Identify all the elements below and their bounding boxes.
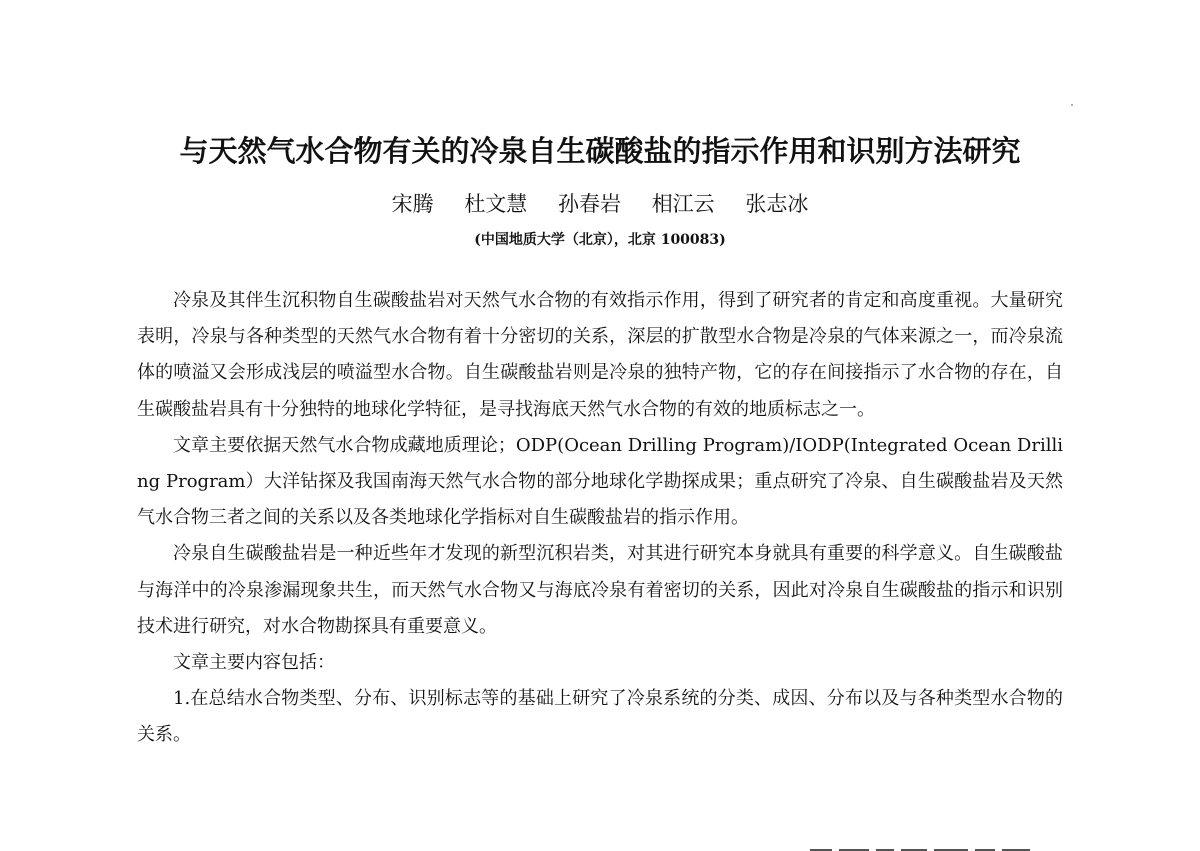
author-affiliation: (中国地质大学（北京），北京 100083)	[474, 232, 726, 248]
abstract-body	[137, 283, 1063, 754]
body-paragraph: 1.在总结水合物类型、分布、识别标志等的基础上研究了冷泉系统的分类、成因、分布以及与各种类型水合物的关系。	[137, 688, 1063, 746]
body-paragraph: 文章主要内容包括：	[173, 652, 335, 674]
body-paragraph: 冷泉自生碳酸盐岩是一种近些年才发现的新型沉积岩类，对其进行研究本身就具有重要的科学意义。自生碳酸盐与海洋中的冷泉渗漏现象共生，而天然气水合物又与海底冷泉有着密切的关系，因此对冷泉自生碳酸盐的指示和识别技术进行研究，对水合物勘探具有重要意义。	[137, 543, 1063, 637]
author-list	[0, 190, 1200, 218]
author-name: 相江云	[651, 192, 715, 216]
author-name: 张志冰	[745, 192, 809, 216]
cropped-next-line	[810, 842, 1070, 851]
author-name: 杜文慧	[464, 192, 528, 216]
scan-speck	[1071, 104, 1073, 106]
paper-title: 与天然气水合物有关的冷泉自生碳酸盐的指示作用和识别方法研究	[179, 134, 1021, 169]
body-paragraph: 文章主要依据天然气水合物成藏地质理论；ODP(Ocean Drilling Program)/IODP(Integrated Ocean Drilling Program）大洋钻探及我国南海天然气水合物的部分地球化学勘探成果；重点研究了冷泉、自生碳酸盐岩及天然气水合物三者之间的关系以及各类地球化学指标对自生碳酸盐岩的指示作用。	[137, 434, 1063, 529]
author-name: 孙春岩	[558, 192, 621, 216]
body-paragraph: 冷泉及其伴生沉积物自生碳酸盐岩对天然气水合物的有效指示作用，得到了研究者的肯定和高度重视。大量研究表明，冷泉与各种类型的天然气水合物有着十分密切的关系，深层的扩散型水合物是冷泉的气体来源之一，而冷泉流体的喷溢又会形成浅层的喷溢型水合物。自生碳酸盐岩则是冷泉的独特产物，它的存在间接指示了水合物的存在，自生碳酸盐岩具有十分独特的地球化学特征，是寻找海底天然气水合物的有效的地质标志之一。	[137, 290, 1063, 420]
author-name: 宋腾	[391, 192, 434, 216]
